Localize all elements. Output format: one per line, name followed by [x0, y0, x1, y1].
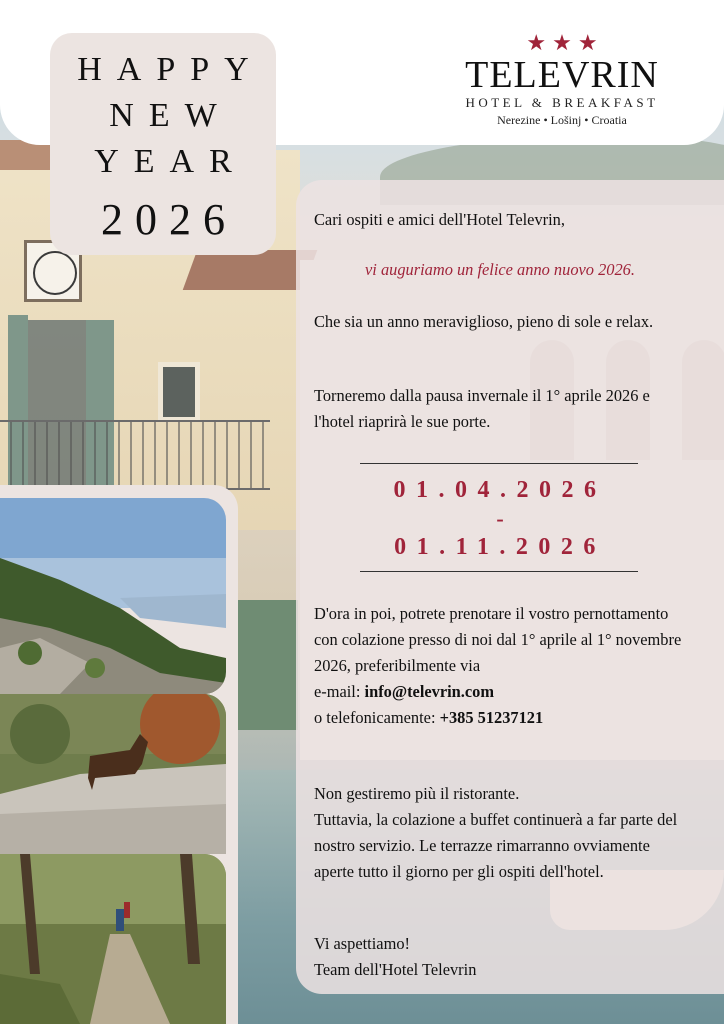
paragraph-reopening: Torneremo dalla pausa invernale il 1° aprile 2026 e l'hotel riaprirà le sue porte. — [314, 386, 650, 431]
card-line-new: NEW — [109, 97, 232, 134]
divider-top — [360, 463, 638, 464]
bg-balcony — [0, 420, 270, 490]
logo-location: Nerezine • Lošinj • Croatia — [497, 113, 627, 127]
email-label: e-mail: — [314, 682, 365, 701]
logo-name: TELEVRIN — [465, 54, 659, 96]
happy-new-year-card — [50, 33, 276, 255]
date-separator: - — [496, 506, 504, 531]
phone-link[interactable]: +385 51237121 — [439, 708, 544, 727]
email-link[interactable]: info@televrin.com — [364, 682, 495, 701]
bg-window — [158, 362, 200, 422]
closing-line-1: Vi aspettiamo! — [314, 934, 410, 953]
logo-subtitle: HOTEL & BREAKFAST — [465, 95, 659, 110]
photo-forest-trail — [0, 854, 226, 1024]
card-line-happy: HAPPY — [77, 51, 264, 88]
breakfast-text: Tuttavia, la colazione a buffet continuerà a far parte del nostro servizio. Le terrazze rimarranno ovviamente aperte tutto il giorno per gli ospiti dell'hotel. — [314, 810, 678, 881]
new-year-wish: vi auguriamo un felice anno nuovo 2026. — [365, 260, 635, 279]
paragraph-restaurant — [314, 781, 686, 885]
bg-green-door — [238, 600, 298, 730]
date-open: 01.04.2026 — [393, 477, 607, 503]
divider-bottom — [360, 571, 638, 572]
restaurant-line: Non gestiremo più il ristorante. — [314, 784, 520, 803]
paragraph-wish: Che sia un anno meraviglioso, pieno di sole e relax. — [314, 312, 654, 331]
star-rating-icon: ★★★ — [526, 30, 604, 55]
booking-text: D'ora in poi, potrete prenotare il vostro pernottamento con colazione presso di noi dal 1° aprile al 1° novembre 2026, preferibilmente via — [314, 604, 682, 675]
phone-label: o telefonicamente: — [314, 708, 440, 727]
closing-signature: Team dell'Hotel Televrin — [314, 960, 477, 979]
greeting: Cari ospiti e amici dell'Hotel Televrin, — [314, 210, 565, 229]
closing — [314, 931, 686, 983]
card-year: 2026 — [101, 195, 237, 244]
photo-horse-hillside — [0, 694, 226, 854]
hotel-logo — [452, 32, 672, 128]
date-close: 01.11.2026 — [394, 534, 606, 560]
photo-mountain-sea — [0, 498, 226, 694]
paragraph-booking — [314, 601, 686, 731]
card-line-year: YEAR — [94, 143, 247, 180]
